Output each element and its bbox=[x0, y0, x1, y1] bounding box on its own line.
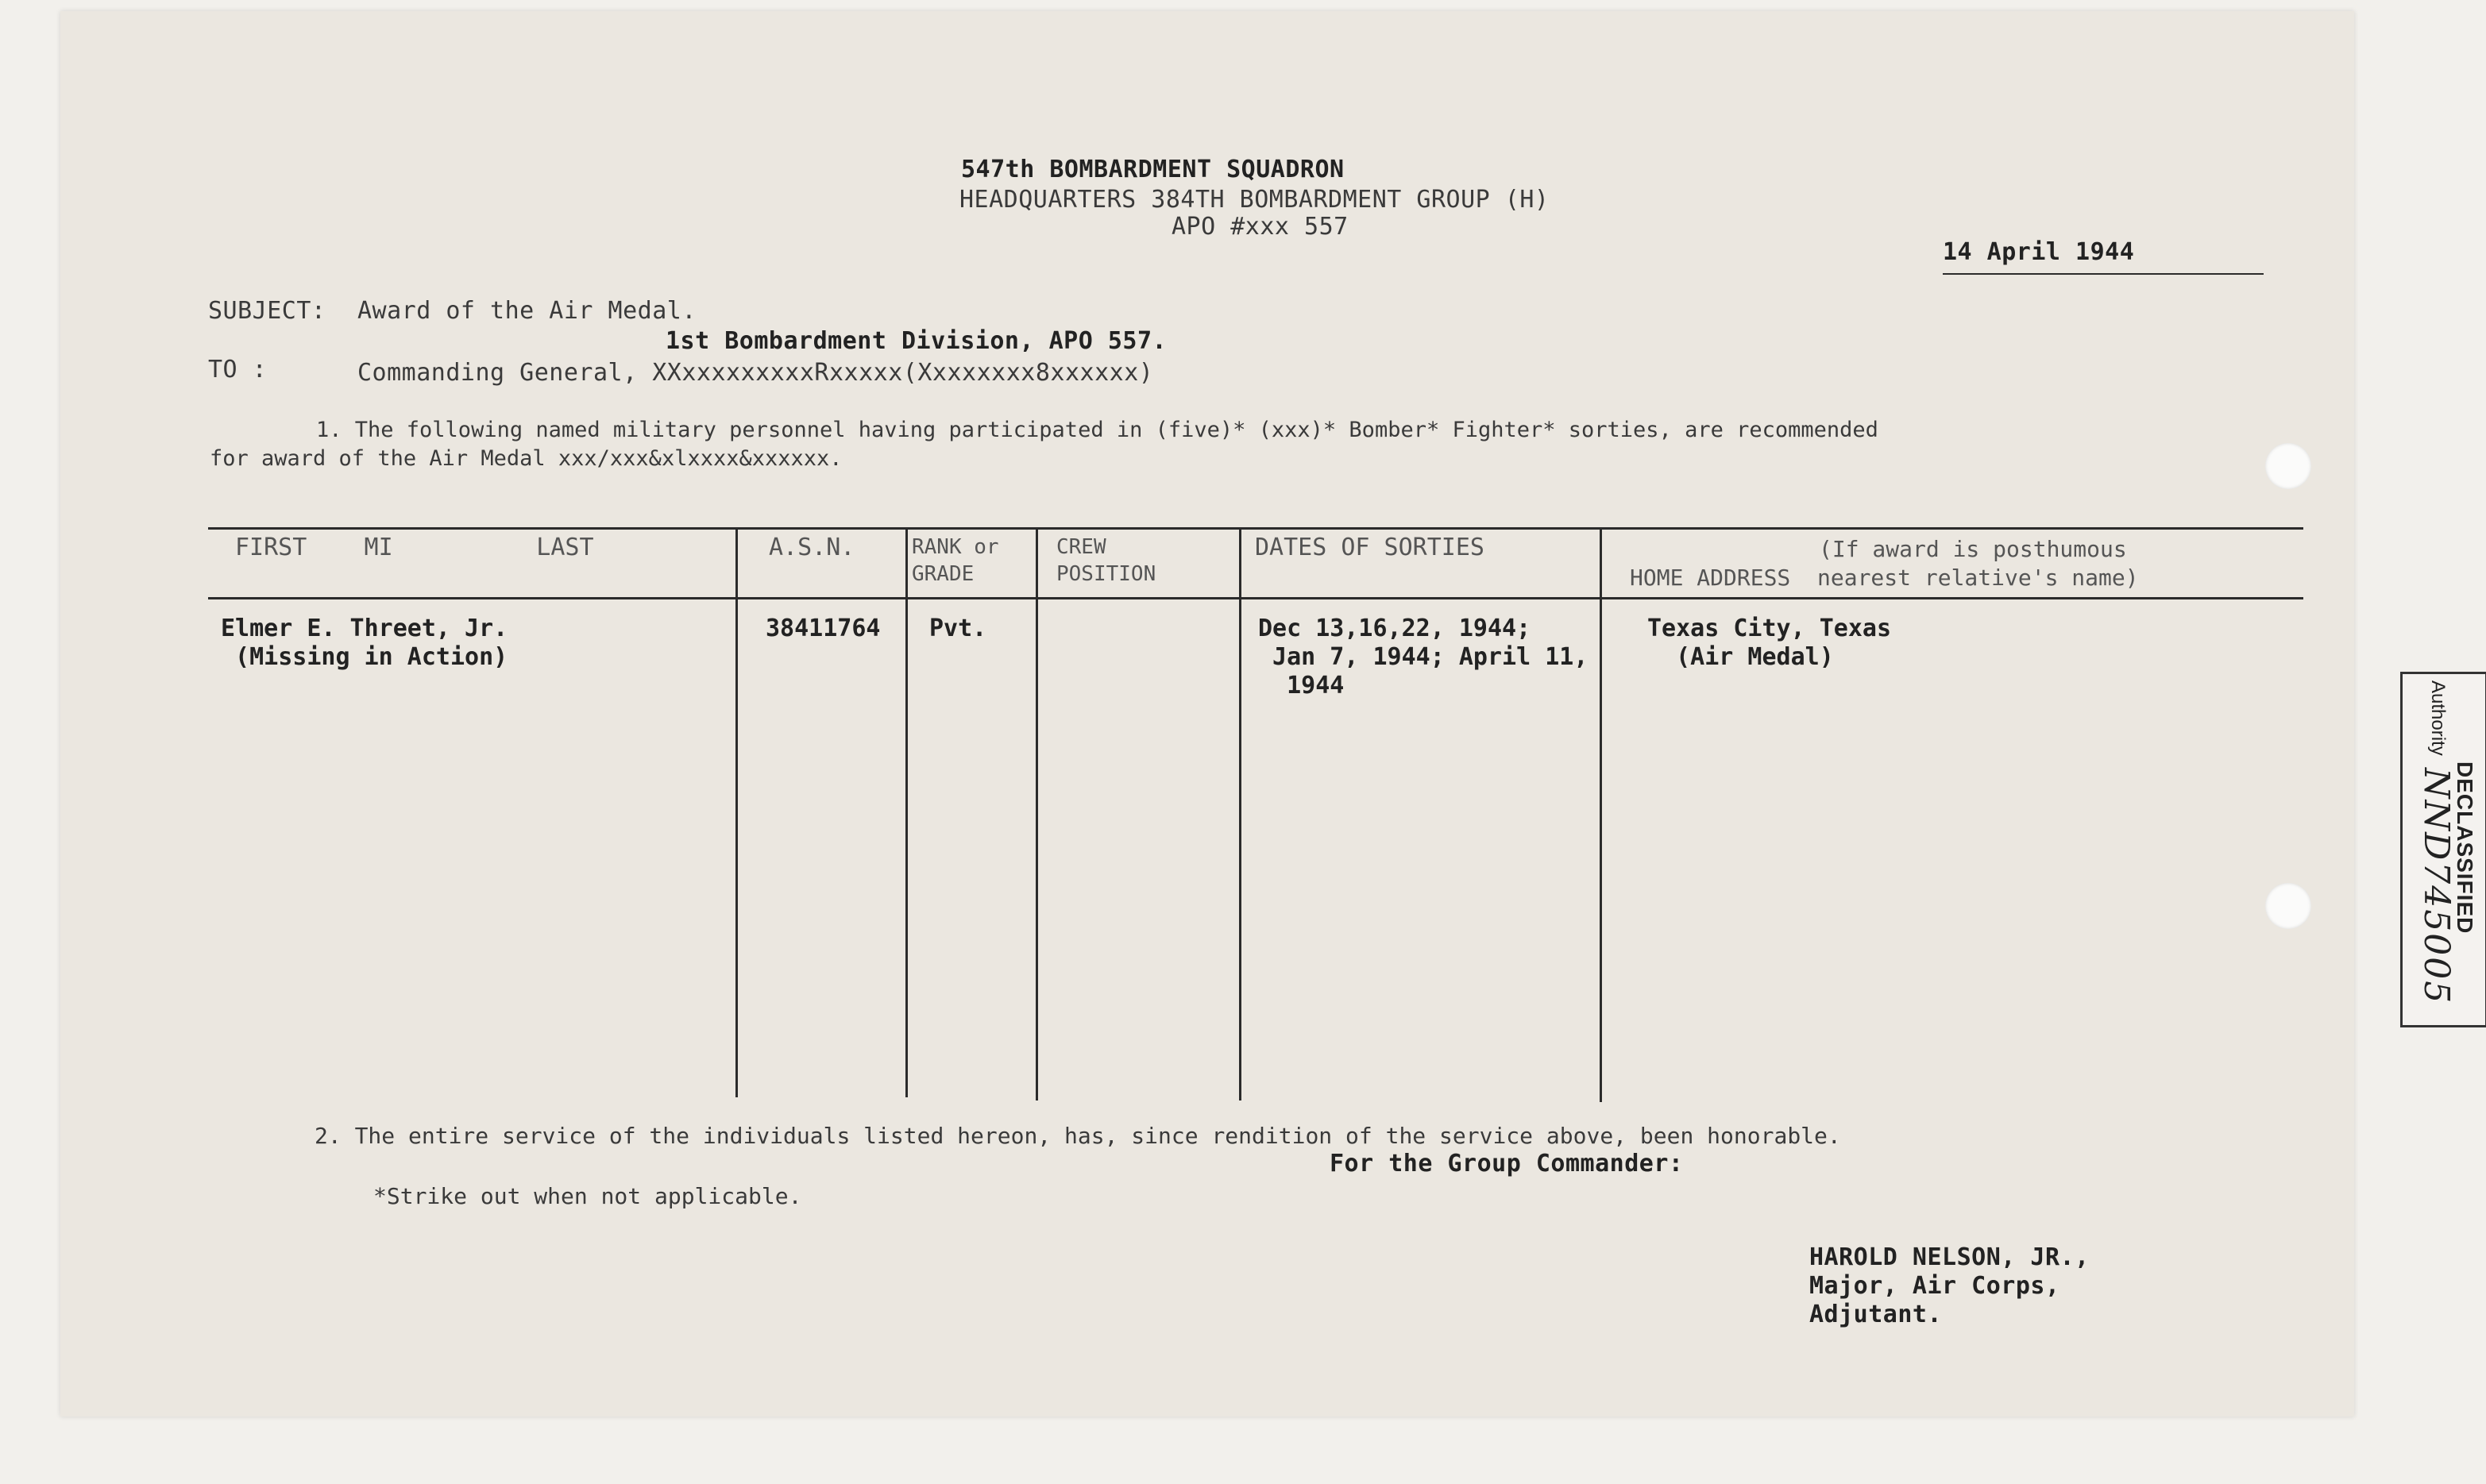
row-rank: Pvt. bbox=[929, 615, 987, 642]
table-header-rule bbox=[208, 597, 2303, 599]
paragraph-1-line-2: for award of the Air Medal xxx/xxx&xlxxxx&xxxxxx. bbox=[210, 446, 843, 471]
row-address: Texas City, Texas (Air Medal) bbox=[1647, 615, 1892, 671]
header-posthumous-note: (If award is posthumous bbox=[1819, 536, 2127, 562]
table-top-rule bbox=[208, 527, 2303, 530]
col-divider-1 bbox=[735, 527, 738, 1097]
signer-name: HAROLD NELSON, JR., bbox=[1809, 1243, 2090, 1271]
col-divider-5 bbox=[1600, 527, 1602, 1102]
signer-title: Adjutant. bbox=[1809, 1301, 1943, 1328]
row-dates: Dec 13,16,22, 1944; Jan 7, 1944; April 11, 1944 bbox=[1258, 615, 1588, 700]
stamp-authority-number: NND745005 bbox=[2416, 768, 2457, 1005]
header-name: FIRST MI LAST bbox=[235, 534, 594, 561]
apo-heading: APO #xxx 557 bbox=[1172, 213, 1349, 241]
header-rank: RANK or GRADE bbox=[912, 535, 999, 586]
punch-hole-top bbox=[2265, 443, 2311, 489]
row-asn: 38411764 bbox=[766, 615, 881, 642]
date-underline bbox=[1943, 273, 2264, 275]
paragraph-1-line-1: 1. The following named military personnel having participated in (five)* (xxx)* Bomber* Fighter* sorties, are recommended bbox=[316, 418, 1878, 442]
document-date: 14 April 1944 bbox=[1943, 238, 2135, 266]
header-asn: A.S.N. bbox=[769, 534, 855, 561]
header-crew: CREW POSITION bbox=[1056, 535, 1156, 586]
signature-for: For the Group Commander: bbox=[1330, 1150, 1684, 1178]
paragraph-2: 2. The entire service of the individuals listed hereon, has, since rendition of the service above, been honorable. bbox=[315, 1123, 1841, 1149]
subject-label: SUBJECT: bbox=[208, 297, 326, 325]
subject-text: Award of the Air Medal. bbox=[357, 297, 697, 325]
footnote: *Strike out when not applicable. bbox=[373, 1183, 802, 1209]
signer-rank: Major, Air Corps, bbox=[1809, 1272, 2060, 1300]
row-name: Elmer E. Threet, Jr. (Missing in Action) bbox=[221, 615, 508, 671]
header-address: HOME ADDRESS nearest relative's name) bbox=[1630, 565, 2139, 591]
declassified-stamp bbox=[2400, 672, 2486, 1027]
group-heading: HEADQUARTERS 384TH BOMBARDMENT GROUP (H) bbox=[959, 186, 1550, 214]
punch-hole-bottom bbox=[2265, 883, 2311, 929]
to-text: Commanding General, XXxxxxxxxxxRxxxxx(Xxxxxxxx8xxxxxx) bbox=[357, 359, 1154, 387]
header-dates: DATES OF SORTIES bbox=[1255, 534, 1484, 561]
col-divider-4 bbox=[1239, 527, 1241, 1100]
division-line: 1st Bombardment Division, APO 557. bbox=[666, 327, 1168, 355]
col-divider-2 bbox=[905, 527, 908, 1097]
to-label: TO : bbox=[208, 356, 268, 384]
stamp-authority-label: Authority bbox=[2427, 680, 2449, 756]
squadron-heading: 547th BOMBARDMENT SQUADRON bbox=[961, 156, 1345, 183]
col-divider-3 bbox=[1036, 527, 1038, 1100]
stamp-title: DECLASSIFIED bbox=[2453, 761, 2477, 935]
